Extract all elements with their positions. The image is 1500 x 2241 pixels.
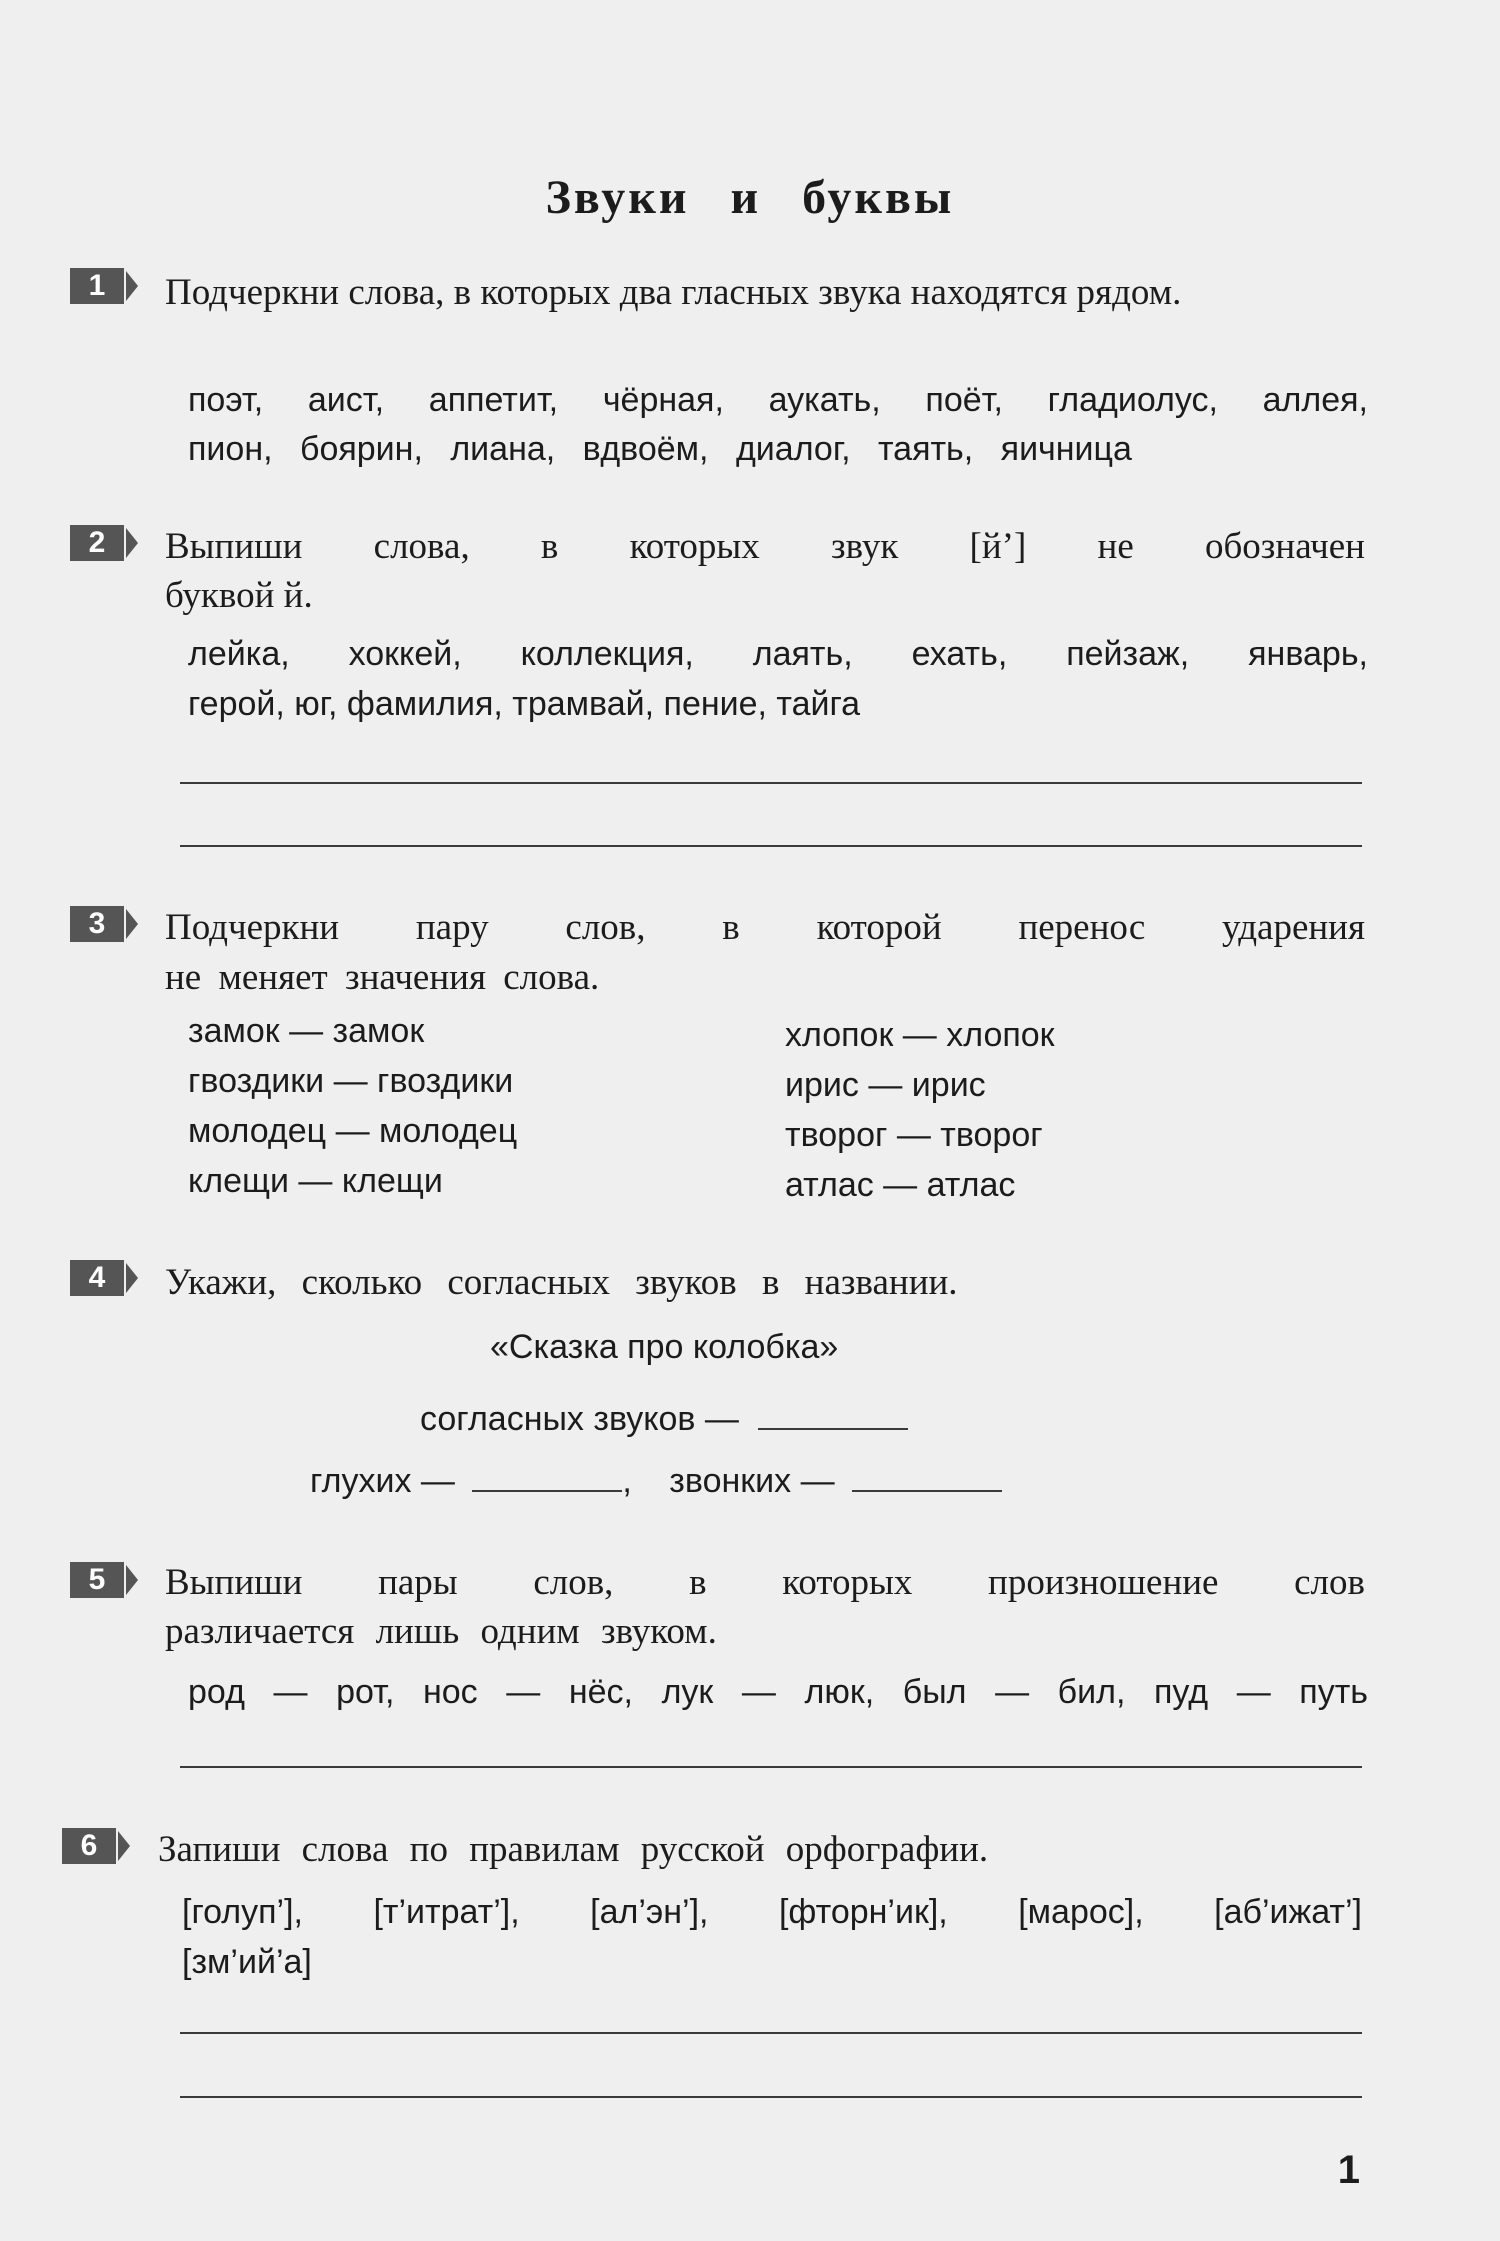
consonants-blank[interactable] — [758, 1398, 908, 1430]
task-5-words: род — рот, нос — нёс, лук — люк, был — бил, пуд — путь — [188, 1673, 1368, 1711]
task-2-badge: 2 — [70, 525, 124, 561]
task-5-instruction-line1: Выпиши пары слов, в которых произношение слов — [165, 1562, 1365, 1603]
task-5-instruction-line2: различается лишь одним звуком. — [165, 1611, 717, 1652]
word-pair: замок — замок — [188, 1012, 425, 1050]
task-1-badge: 1 — [70, 268, 124, 304]
task-6-instruction: Запиши слова по правилам русской орфографии. — [158, 1829, 989, 1870]
task-1-instruction: Подчеркни слова, в которых два гласных звука находятся рядом. — [165, 272, 1182, 313]
word-pair: молодец — молодец — [188, 1112, 518, 1150]
word-pair: творог — творог — [785, 1116, 1043, 1154]
task-4-badge: 4 — [70, 1260, 124, 1296]
task-6-badge: 6 — [62, 1828, 116, 1864]
page-number: 1 — [1337, 2148, 1360, 2192]
task-6-words-line2: [зм’ий’а] — [182, 1943, 312, 1981]
task-6-words-line1: [голуп’], [т’итрат’], [ал’эн’], [фторн’ик], [марос], [аб’ижат’] — [182, 1893, 1362, 1931]
answer-line[interactable] — [180, 845, 1362, 847]
answer-line[interactable] — [180, 782, 1362, 784]
voice-row — [310, 1460, 1002, 1501]
task-1-words-line2: пион, боярин, лиана, вдвоём, диалог, таять, яичница — [188, 430, 1132, 468]
task-2-words-line2: герой, юг, фамилия, трамвай, пение, тайга — [188, 685, 861, 723]
task-1-words-line1: поэт, аист, аппетит, чёрная, аукать, поёт, гладиолус, аллея, — [188, 381, 1368, 419]
answer-line[interactable] — [180, 2096, 1362, 2098]
word-pair: атлас — атлас — [785, 1166, 1016, 1204]
consonants-label: согласных звуков — — [420, 1400, 739, 1438]
voiceless-label: глухих — — [310, 1462, 455, 1500]
voiceless-blank[interactable] — [472, 1460, 622, 1492]
answer-line[interactable] — [180, 1766, 1362, 1768]
voiced-label: звонких — — [669, 1462, 835, 1500]
voiced-blank[interactable] — [852, 1460, 1002, 1492]
page-title: Звуки и буквы — [545, 171, 955, 224]
task-2-instruction-line1: Выпиши слова, в которых звук [й’] не обозначен — [165, 526, 1365, 567]
task-3-badge: 3 — [70, 906, 124, 942]
comma: , — [622, 1462, 632, 1500]
consonants-row — [420, 1398, 908, 1439]
task-5-badge: 5 — [70, 1562, 124, 1598]
word-pair: ирис — ирис — [785, 1066, 986, 1104]
answer-line[interactable] — [180, 2032, 1362, 2034]
word-pair: гвоздики — гвоздики — [188, 1062, 514, 1100]
task-3-instruction-line1: Подчеркни пару слов, в которой перенос ударения — [165, 907, 1365, 948]
word-pair: хлопок — хлопок — [785, 1016, 1055, 1054]
task-3-instruction-line2: не меняет значения слова. — [165, 957, 600, 998]
task-2-instruction-line2: буквой й. — [165, 575, 313, 616]
word-pair: клещи — клещи — [188, 1162, 443, 1200]
book-title: «Сказка про колобка» — [490, 1328, 839, 1366]
task-2-words-line1: лейка, хоккей, коллекция, лаять, ехать, пейзаж, январь, — [188, 635, 1368, 673]
task-4-instruction: Укажи, сколько согласных звуков в названии. — [165, 1262, 958, 1303]
